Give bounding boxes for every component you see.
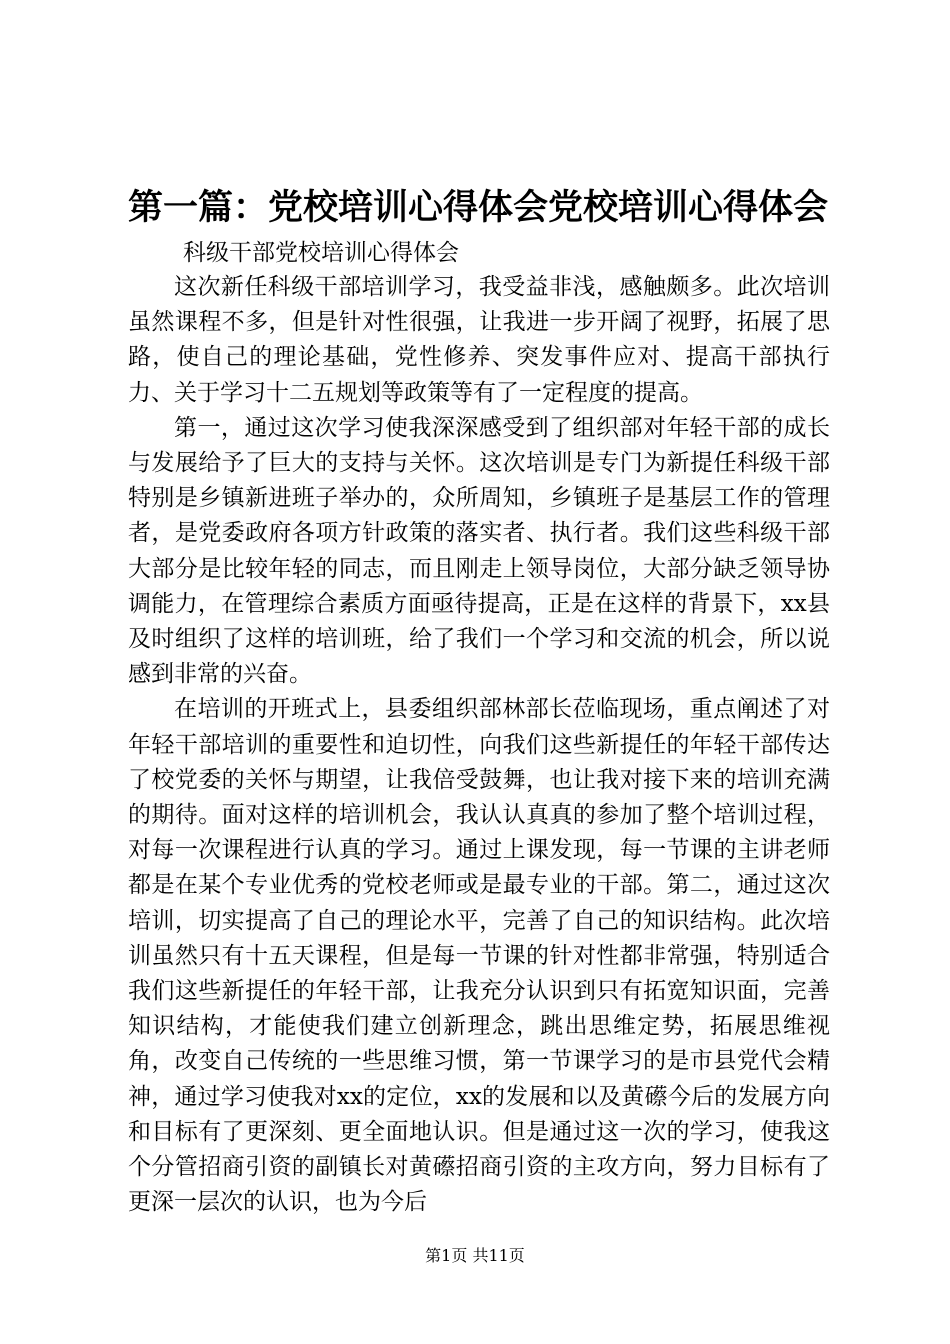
paragraph: 在培训的开班式上，县委组织部林部长莅临现场，重点阐述了对年轻干部培训的重要性和迫切性，向我们这些新提任的年轻干部传达了校党委的关怀与期望，让我倍受鼓舞，也让我对接下来的培训充满的期待。面对这样的培训机会，我认认真真的参加了整个培训过程，对每一次课程进行认真的学习。通过上课发现，每一节课的主讲老师都是在某个专业优秀的党校老师或是最专业的干部。第二，通过这次培训，切实提高了自己的理论水平，完善了自己的知识结构。此次培训虽然只有十五天课程，但是每一节课的针对性都非常强，特别适合我们这些新提任的年轻干部，让我充分认识到只有拓宽知识面，完善知识结构，才能使我们建立创新理念，跳出思维定势，拓展思维视角，改变自己传统的一些思维习惯，第一节课学习的是市县党代会精神，通过学习使我对xx的定位，xx的发展和以及黄礤今后的发展方向和目标有了更深刻、更全面地认识。但是通过这一次的学习，使我这个分管招商引资的副镇长对黄礤招商引资的主攻方向，努力目标有了更深一层次的认识，也为今后 [128,696,830,1216]
paragraph: 这次新任科级干部培训学习，我受益非浅，感触颇多。此次培训虽然课程不多，但是针对性很强，让我进一步开阔了视野，拓展了思路，使自己的理论基础，党性修养、突发事件应对、提高干部执行力、关于学习十二五规划等政策等有了一定程度的提高。 [128,274,830,406]
page-indicator: 第1页 共11页 [425,1246,525,1265]
document-body [128,270,830,1220]
paragraph: 第一，通过这次学习使我深深感受到了组织部对年轻干部的成长与发展给予了巨大的支持与关怀。这次培训是专门为新提任科级干部特别是乡镇新进班子举办的，众所周知，乡镇班子是基层工作的管理者，是党委政府各项方针政策的落实者、执行者。我们这些科级干部大部分是比较年轻的同志，而且刚走上领导岗位，大部分缺乏领导协调能力，在管理综合素质方面亟待提高，正是在这样的背景下，xx县及时组织了这样的培训班，给了我们一个学习和交流的机会，所以说感到非常的兴奋。 [128,414,830,688]
document-subtitle: 科级干部党校培训心得体会 [183,240,459,266]
document-title: 第一篇：党校培训心得体会党校培训心得体会 [128,187,829,228]
page-footer [0,1246,950,1266]
